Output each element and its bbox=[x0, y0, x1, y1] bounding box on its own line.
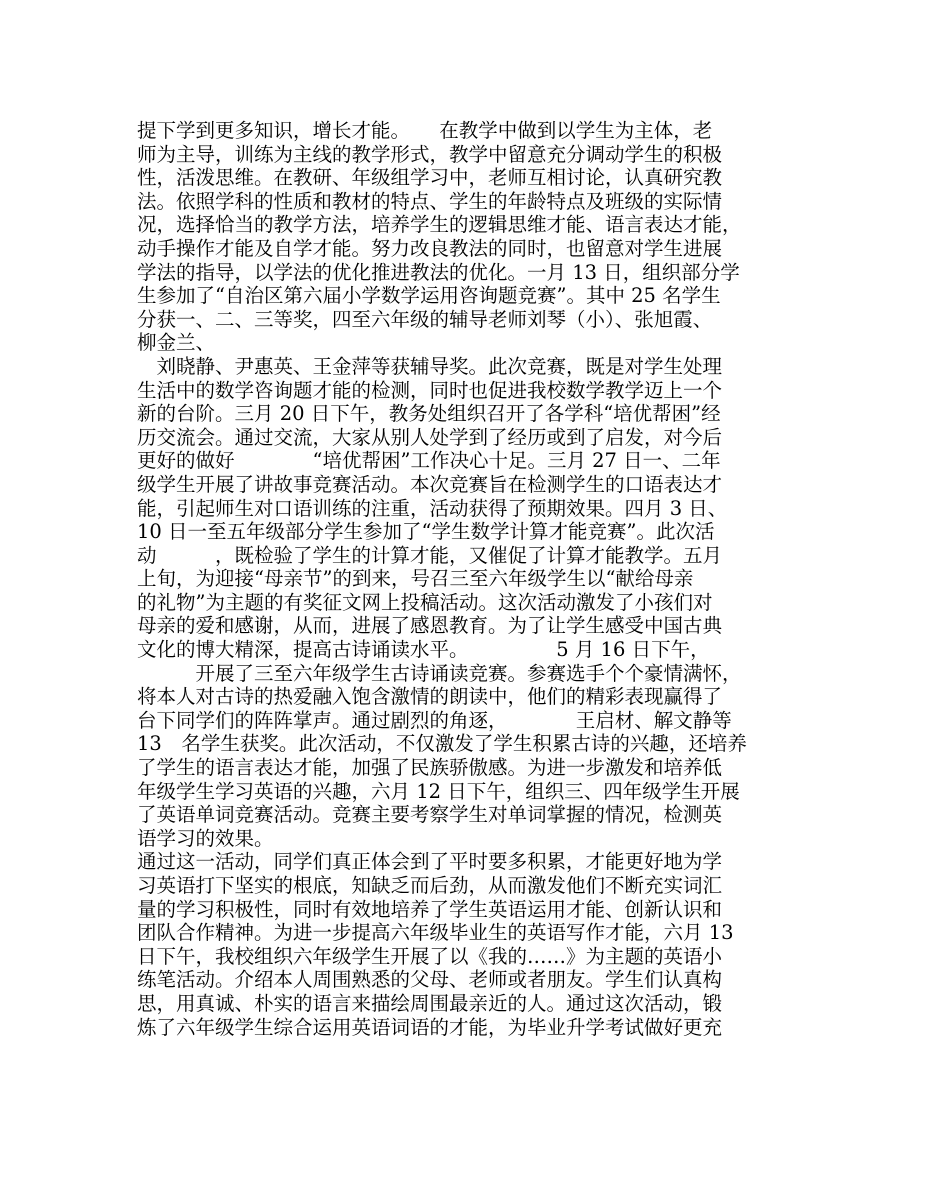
text-line: 练笔活动。介绍本人周围熟悉的父母、老师或者朋友。学生们认真构 bbox=[137, 968, 723, 992]
text-line: 13 名学生获奖。此次活动，不仅激发了学生积累古诗的兴趣，还培养 bbox=[137, 732, 747, 756]
text-line: 文化的博大精深，提高古诗诵读水平。 5 月 16 日下午， bbox=[137, 638, 710, 662]
text-line: 将本人对古诗的热爱融入饱含激情的朗读中，他们的精彩表现赢得了 bbox=[137, 685, 723, 709]
text-line: 团队合作精神。为进一步提高六年级毕业生的英语写作才能，六月 13 bbox=[137, 921, 734, 945]
text-line: 历交流会。通过交流，大家从别人处学到了经历或到了启发，对今后 bbox=[137, 425, 723, 449]
text-line: 思，用真诚、朴实的语言来描绘周围最亲近的人。通过这次活动，锻 bbox=[137, 991, 723, 1015]
text-line: 10 日一至五年级部分学生参加了“学生数学计算才能竞赛”。此次活 bbox=[137, 520, 715, 544]
text-line: 台下同学们的阵阵掌声。通过剧烈的角逐， 王启材、解文静等 bbox=[137, 708, 732, 732]
text-line: 师为主导，训练为主线的教学形式，教学中留意充分调动学生的积极 bbox=[137, 142, 723, 166]
text-line: 分获一、二、三等奖，四至六年级的辅导老师刘琴（小）、张旭霞、 bbox=[137, 307, 713, 331]
text-line: 母亲的爱和感谢，从而，进展了感恩教育。为了让学生感受中国古典 bbox=[137, 614, 723, 638]
text-line: 生参加了“自治区第六届小学数学运用咨询题竞赛”。其中 25 名学生 bbox=[137, 284, 721, 308]
text-line: 学法的指导，以学法的优化推进教法的优化。一月 13 日，组织部分学 bbox=[137, 260, 740, 284]
text-line: 刘晓静、尹惠英、王金萍等获辅导奖。此次竞赛，既是对学生处理 bbox=[137, 354, 723, 378]
text-line: 更好的做好 “培优帮困”工作决心十足。三月 27 日一、二年 bbox=[137, 449, 721, 473]
text-line: 了学生的语言表达才能，加强了民族骄傲感。为进一步激发和培养低 bbox=[137, 756, 723, 780]
text-line: 开展了三至六年级学生古诗诵读竞赛。参赛选手个个豪情满怀， bbox=[137, 661, 742, 685]
text-line: 新的台阶。三月 20 日下午，教务处组织召开了各学科“培优帮困”经 bbox=[137, 402, 721, 426]
text-line: 生活中的数学咨询题才能的检测，同时也促进我校数学教学迈上一个 bbox=[137, 378, 723, 402]
text-line: 提下学到更多知识，增长才能。 在教学中做到以学生为主体，老 bbox=[137, 119, 713, 142]
text-line: 年级学生学习英语的兴趣，六月 12 日下午，组织三、四年级学生开展 bbox=[137, 779, 740, 803]
body-text bbox=[137, 119, 837, 1039]
text-line: 炼了六年级学生综合运用英语词语的才能，为毕业升学考试做好更充 bbox=[137, 1015, 723, 1039]
text-line: 语学习的效果。 bbox=[137, 826, 274, 850]
text-line: 了英语单词竞赛活动。竞赛主要考察学生对单词掌握的情况，检测英 bbox=[137, 803, 723, 827]
text-line: 动 ，既检验了学生的计算才能，又催促了计算才能教学。五月 bbox=[137, 543, 723, 567]
text-line: 法。依照学科的性质和教材的特点、学生的年龄特点及班级的实际情 bbox=[137, 189, 723, 213]
text-line: 通过这一活动，同学们真正体会到了平时要多积累，才能更好地为学 bbox=[137, 850, 723, 874]
text-line: 级学生开展了讲故事竞赛活动。本次竞赛旨在检测学生的口语表达才 bbox=[137, 472, 723, 496]
text-line: 动手操作才能及自学才能。努力改良教法的同时，也留意对学生进展 bbox=[137, 236, 723, 260]
text-line: 上旬，为迎接“母亲节”的到来，号召三至六年级学生以“献给母亲 bbox=[137, 567, 694, 591]
text-line: 况，选择恰当的教学方法，培养学生的逻辑思维才能、语言表达才能， bbox=[137, 213, 742, 237]
text-line: 习英语打下坚实的根底，知缺乏而后劲，从而激发他们不断充实词汇 bbox=[137, 874, 723, 897]
text-line: 性，活泼思维。在教研、年级组学习中，老师互相讨论，认真研究教 bbox=[137, 166, 723, 190]
text-line: 能，引起师生对口语训练的注重，活动获得了预期效果。四月 3 日、 bbox=[137, 496, 728, 520]
text-line: 量的学习积极性，同时有效地培养了学生英语运用才能、创新认识和 bbox=[137, 897, 723, 921]
text-line: 柳金兰、 bbox=[137, 331, 216, 355]
text-line: 日下午，我校组织六年级学生开展了以《我的……》为主题的英语小 bbox=[137, 944, 723, 968]
text-line: 的礼物”为主题的有奖征文网上投稿活动。这次活动激发了小孩们对 bbox=[137, 590, 713, 614]
